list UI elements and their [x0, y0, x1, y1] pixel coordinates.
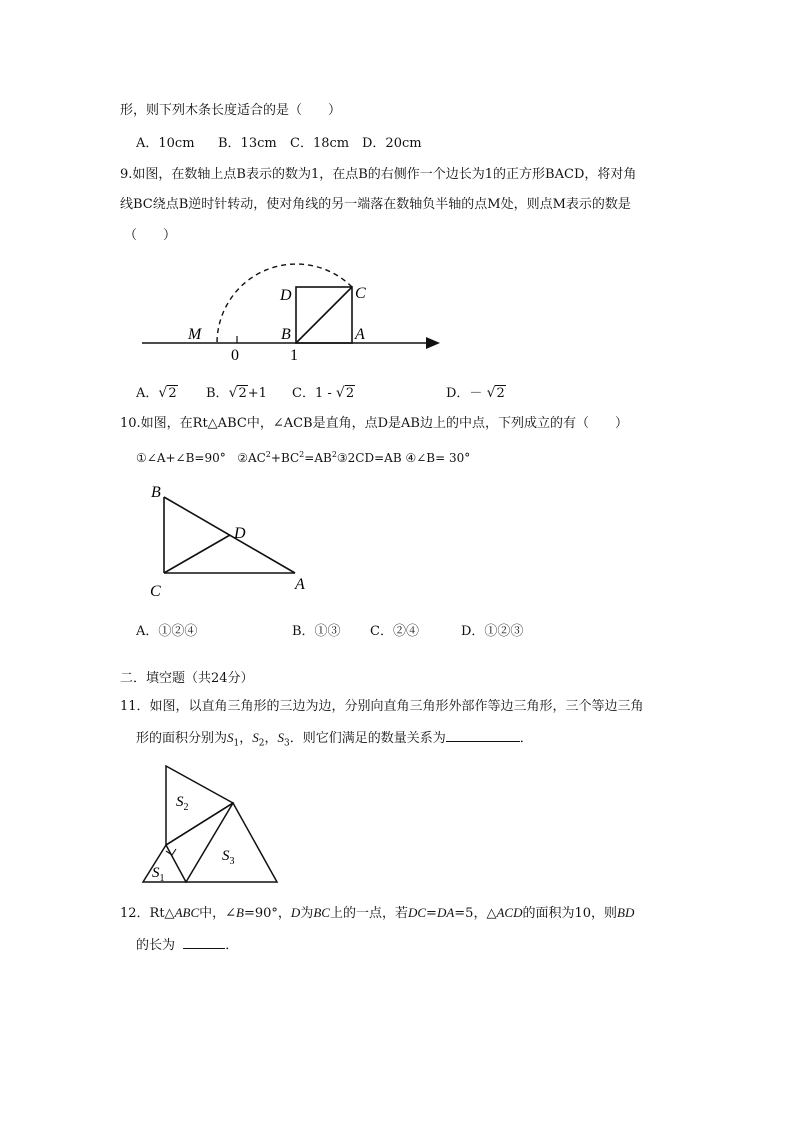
q10-option-a: A．①②④	[136, 624, 198, 639]
q8-option-c: C．18cm	[290, 136, 350, 151]
q11-line2-text-a: 形的面积分别为	[136, 731, 228, 746]
q10-statement-4: ④∠B= 30°	[405, 451, 471, 465]
q12-part-6: =	[426, 906, 437, 921]
q12-angle-b: B	[236, 905, 244, 920]
q11-s1-sub: 1	[233, 738, 240, 749]
q9-option-c-radicand: 2	[345, 386, 355, 401]
q11-end-period: ．	[519, 731, 533, 746]
q12-stem-line2	[136, 934, 238, 956]
q12-line2-text: 的长为	[136, 938, 176, 953]
q9-stem-line2: 线BC绕点B逆时针转动，使对角线的另一端落在数轴负半轴的点M处，则点M表示的数是	[120, 197, 631, 212]
q9-label-m: M	[188, 326, 202, 343]
q12-part-7: =5，△	[454, 906, 497, 921]
q9-label-b: B	[281, 326, 291, 343]
section-2-title: 二．填空题（共24分）	[120, 671, 254, 686]
q12-segment-bd: BD	[617, 905, 635, 920]
q12-answer-blank[interactable]	[183, 934, 225, 949]
q10-statement-2-b: +BC	[270, 451, 300, 465]
q9-option-d-prefix: D．－	[446, 386, 487, 401]
q8-stem-continuation: 形，则下列木条长度适合的是（ ）	[120, 103, 342, 118]
q10-option-c: C．②④	[370, 624, 419, 639]
q10-statement-3: ③2CD=AB	[336, 451, 402, 465]
q9-option-a-radicand: 2	[168, 386, 177, 401]
q8-option-a: A．10cm	[136, 136, 195, 151]
q9-option-b-prefix: B．	[206, 386, 229, 401]
sqrt-sign-icon: √	[158, 385, 168, 401]
q10-statement-2-sup2: 2	[299, 450, 305, 459]
q10-statement-2-c: =AB	[304, 451, 332, 465]
q12-triangle-abc: ABC	[174, 905, 200, 920]
q12-point-d: D	[290, 905, 301, 920]
q9-stem-line3: （ ）	[124, 228, 177, 243]
q9-option-a-prefix: A．	[136, 386, 159, 401]
q11-s2-sub: 2	[258, 738, 265, 749]
q12-part-2: 中，∠	[199, 906, 237, 921]
q9-label-a: A	[355, 326, 365, 343]
q10-stem-line1: 10.如图，在Rt△ABC中，∠ACB是直角，点D是AB边上的中点，下列成立的有（ ）	[120, 416, 628, 431]
q11-stem-line1: 11．如图，以直角三角形的三边为边，分别向直角三角形外部作等边三角形，三个等边三角	[120, 699, 644, 714]
q10-statement-2-sup3: 2	[331, 450, 337, 459]
q10-statement-1: ①∠A+∠B=90°	[136, 451, 226, 465]
q8-option-b: B．13cm	[218, 136, 277, 151]
sqrt-sign-icon: √	[486, 385, 496, 401]
q10-statement-2-a: ②AC	[237, 451, 266, 465]
q11-label-s3: $S_3$	[222, 848, 235, 867]
q12-part-3: =90°，	[243, 906, 291, 921]
q12-end-period: ．	[225, 938, 239, 953]
q10-label-a: A	[295, 576, 305, 593]
q12-part-8: 的面积为10，则	[522, 906, 617, 921]
q12-segment-bc: BC	[313, 905, 330, 920]
q9-label-zero: 0	[231, 347, 239, 364]
q11-label-s2: $S_2$	[176, 794, 189, 813]
q11-triangle-s3	[186, 803, 277, 882]
q12-segment-da: DA	[436, 905, 455, 920]
q12-part-1: 12．Rt△	[120, 906, 175, 921]
q12-segment-dc: DC	[407, 905, 427, 920]
q12-triangle-acd: ACD	[496, 905, 523, 920]
q11-s3-sub: 3	[284, 738, 290, 749]
sqrt-sign-icon: √	[228, 385, 238, 401]
q11-s1: S	[227, 730, 234, 745]
q11-s3: S	[277, 730, 285, 745]
q9-option-b-radicand: 2	[238, 386, 247, 401]
q10-statement-2-sup1: 2	[265, 450, 271, 459]
q9-stem-line1: 9.如图，在数轴上点B表示的数为1，在点B的右侧作一个边长为1的正方形BACD，将对角	[120, 167, 637, 182]
q9-label-c: C	[355, 285, 366, 302]
q9-option-d-radicand: 2	[496, 386, 505, 401]
q11-sep2: ，	[264, 731, 278, 746]
q9-label-d: D	[280, 287, 292, 304]
q11-sep1: ，	[239, 731, 253, 746]
q9-option-b-suffix: +1	[247, 386, 267, 401]
sqrt-sign-icon: √	[335, 385, 345, 401]
q8-option-d: D．20cm	[362, 136, 422, 151]
q12-stem-line1	[120, 903, 634, 924]
q11-line2-text-b: ．则它们满足的数量关系为	[289, 731, 446, 746]
q11-triangle-s1	[143, 845, 186, 882]
q12-part-5: 上的一点，若	[329, 906, 408, 921]
q10-label-d: D	[234, 525, 246, 542]
q10-option-b: B．①③	[292, 624, 341, 639]
q12-part-4: 为	[300, 906, 314, 921]
q10-label-b: B	[151, 484, 161, 501]
q10-label-c: C	[150, 583, 161, 600]
q10-option-d: D．①②③	[461, 624, 524, 639]
q11-label-s1: $S_1$	[152, 865, 165, 884]
q11-right-angle-mark	[166, 849, 176, 855]
q11-s2: S	[252, 730, 259, 745]
q9-label-one: 1	[290, 347, 298, 364]
q9-option-c-prefix: C．1 -	[292, 386, 336, 401]
